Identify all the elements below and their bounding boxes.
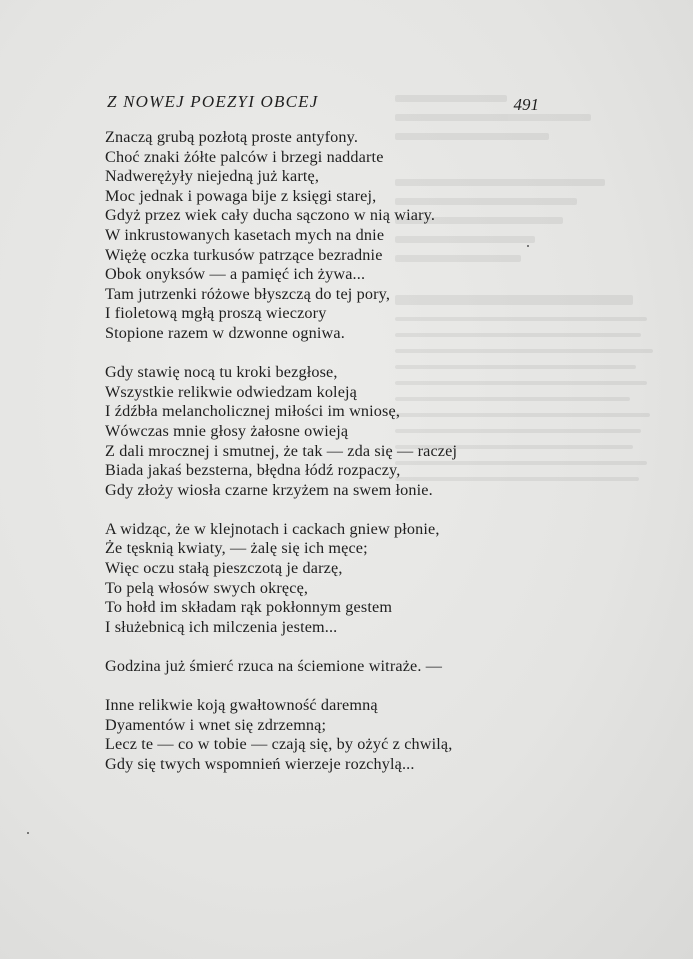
poem-line: Gdy złoży wiosła czarne krzyżem na swem łonie. [105,480,433,499]
poem-line: Godzina już śmierć rzuca na ściemione witraże. — [105,657,443,676]
poem-line: To pelą włosów swych okręcę, [105,578,309,597]
running-title: Z NOWEJ POEZYI OBCEJ [107,92,319,111]
poem-line: Lecz te — co w tobie — czają się, by ożyć z chwilą, [105,735,453,754]
ink-speck [27,832,29,834]
poem-line: I fioletową mgłą proszą wieczory [105,304,327,323]
poem-line: Inne relikwie koją gwałtowność daremną [105,696,378,715]
poem-line: Stopione razem w dzwonne ogniwa. [105,323,345,342]
poem-line: Moc jednak i powaga bije z księgi starej, [105,186,377,205]
poem-line: Nadwerężyły niejedną już kartę, [105,167,320,186]
poem-line: A widząc, że w klejnotach i cackach gniew płonie, [105,519,440,538]
poem-line: Z dali mrocznej i smutnej, że tak — zda się — raczej [105,441,458,460]
poem-line: Gdy stawię nocą tu kroki bezgłose, [105,363,338,382]
ink-speck [527,245,529,247]
poem-line: Więc oczu stałą pieszczotą je darzę, [105,559,343,578]
page-header [107,92,539,116]
poem-line: Znaczą grubą pozłotą proste antyfony. [105,128,359,146]
poem-line: Choć znaki żółte palców i brzegi naddarte [105,147,384,166]
poem-line: Obok onyksów — a pamięć ich żywa... [105,265,366,284]
poem-line: Biada jakaś bezsterna, błędna łódź rozpaczy, [105,461,401,480]
stanza-1 [105,128,525,344]
poem-line: Tam jutrzenki różowe błyszczą do tej pory, [105,284,391,303]
poem-line: Wówczas mnie głosy żałosne owieją [105,421,349,440]
poem-line: W inkrustowanych kasetach mych na dnie [105,225,385,244]
poem-line: To hołd im składam rąk pokłonnym gestem [105,598,393,617]
stanza-2 [105,363,525,500]
poem-line: Gdy się twych wspomnień wierzeje rozchylą... [105,755,415,773]
poem-line: Gdyż przez wiek cały ducha sączono w nią wiary. [105,206,436,225]
poem-line: Więżę oczka turkusów patrzące bezradnie [105,245,383,264]
stanza-4 [105,657,525,677]
poem-line: Że tęsknią kwiaty, — żalę się ich męce; [105,539,368,558]
poem-line: I źdźbła melancholicznej miłości im wniosę, [105,402,401,421]
poem-line: Dyamentów i wnet się zdrzemną; [105,715,327,734]
poem-line: Wszystkie relikwie odwiedzam koleją [105,382,358,401]
poem-line: I służebnicą ich milczenia jestem... [105,617,338,636]
stanza-3 [105,520,525,638]
page-number: 491 [513,95,539,114]
poem-body [105,128,525,775]
stanza-5 [105,696,525,774]
